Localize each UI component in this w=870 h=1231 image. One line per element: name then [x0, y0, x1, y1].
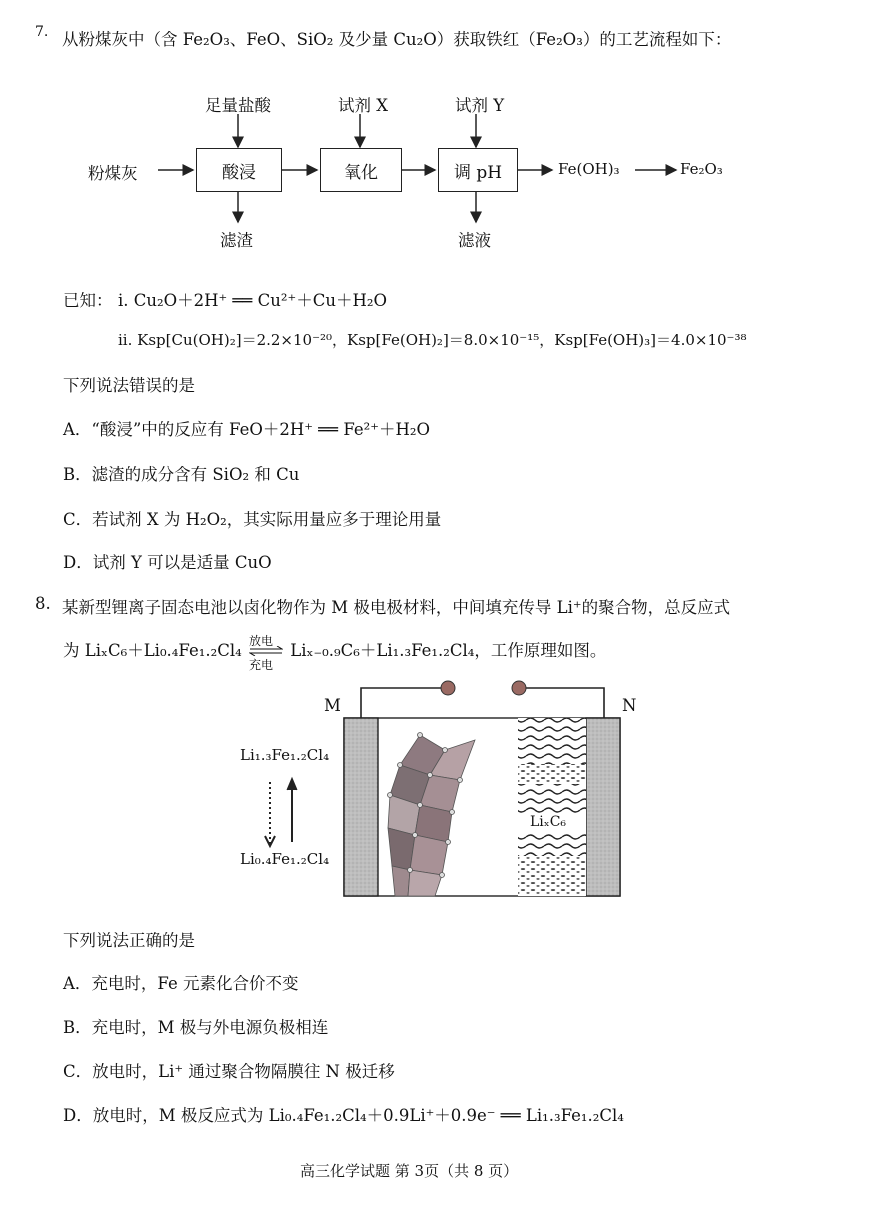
battery-drawing	[220, 670, 650, 910]
flow-step-oxidation-label: 氧化	[344, 162, 378, 183]
electrode-n-label: N	[622, 696, 637, 715]
flow-start: 粉煤灰	[88, 164, 138, 183]
q8-arrow-discharge-label: 放电	[248, 633, 273, 648]
q7-flow-diagram	[0, 0, 870, 260]
q7-option-a: A．“酸浸”中的反应有 FeO＋2H⁺ ══ Fe²⁺＋H₂O	[63, 420, 430, 439]
q7-known-ii: ii. Ksp[Cu(OH)₂]＝2.2×10⁻²⁰，Ksp[Fe(OH)₂]＝8.0×10⁻¹⁵，Ksp[Fe(OH)₃]＝4.0×10⁻³⁸	[118, 331, 747, 349]
q8-stem-line2	[63, 633, 607, 672]
flow-step-acid-leach-label: 酸浸	[222, 162, 256, 183]
q7-known-i: i. Cu₂O＋2H⁺ ══ Cu²⁺＋Cu＋H₂O	[118, 291, 387, 310]
q7-number: 7.	[35, 24, 49, 40]
graphite-layers	[518, 718, 586, 896]
q8-arrow-charge-label: 充电	[248, 657, 273, 672]
q7-option-b: B．滤渣的成分含有 SiO₂ 和 Cu	[63, 465, 300, 484]
flow-output-residue: 滤渣	[220, 231, 253, 250]
q8-reaction-left: 为 LiₓC₆＋Li₀.₄Fe₁.₂Cl₄	[63, 641, 242, 660]
q8-option-a: A．充电时，Fe 元素化合价不变	[63, 974, 299, 993]
q7-prompt: 下列说法错误的是	[63, 376, 195, 395]
flow-step-adjust-ph	[438, 148, 518, 192]
species-bottom-label: Li₀.₄Fe₁.₂Cl₄	[240, 850, 330, 868]
flow-product-fe2o3: Fe₂O₃	[680, 160, 723, 178]
flow-step-acid-leach	[196, 148, 282, 192]
flow-input-hcl: 足量盐酸	[205, 96, 271, 115]
species-top-label: Li₁.₃Fe₁.₂Cl₄	[240, 746, 330, 764]
anode-label: LiₓC₆	[530, 814, 567, 830]
q8-option-d: D．放电时，M 极反应式为 Li₀.₄Fe₁.₂Cl₄＋0.9Li⁺＋0.9e⁻ ══ Li₁.₃Fe₁.₂Cl₄	[63, 1106, 624, 1125]
q8-option-c: C．放电时，Li⁺ 通过聚合物隔膜往 N 极迁移	[63, 1062, 395, 1081]
flow-input-x: 试剂 X	[338, 96, 388, 115]
q7-option-d: D．试剂 Y 可以是适量 CuO	[63, 553, 272, 572]
flow-input-y: 试剂 Y	[455, 96, 505, 115]
flow-step-oxidation	[320, 148, 402, 192]
q8-reversible-arrow	[248, 633, 283, 672]
flow-arrows	[0, 0, 870, 260]
q8-option-b: B．充电时，M 极与外电源负极相连	[63, 1018, 329, 1037]
q8-battery-figure	[220, 670, 650, 910]
q7-option-c: C．若试剂 X 为 H₂O₂，其实际用量应多于理论用量	[63, 510, 442, 529]
electrode-m-label: M	[324, 696, 341, 715]
crystal-structure	[388, 733, 476, 897]
q7-known-label: 已知：	[63, 291, 113, 310]
flow-step-adjust-ph-label: 调 pH	[453, 162, 503, 183]
q8-reaction-right: Liₓ₋₀.₉C₆＋Li₁.₃Fe₁.₂Cl₄，工作原理如图。	[290, 641, 607, 660]
q7-stem: 从粉煤灰中（含 Fe₂O₃、FeO、SiO₂ 及少量 Cu₂O）获取铁红（Fe₂O₃）的工艺流程如下：	[62, 30, 732, 49]
q8-prompt: 下列说法正确的是	[63, 931, 195, 950]
flow-product-feoh3: Fe(OH)₃	[558, 160, 620, 178]
q8-stem-line1: 某新型锂离子固态电池以卤化物作为 M 极电极材料，中间填充传导 Li⁺的聚合物，总反应式	[62, 598, 731, 617]
q8-number: 8.	[35, 594, 51, 613]
flow-output-filtrate: 滤液	[458, 231, 491, 250]
page-footer: 高三化学试题 第 3页（共 8 页）	[300, 1162, 519, 1180]
